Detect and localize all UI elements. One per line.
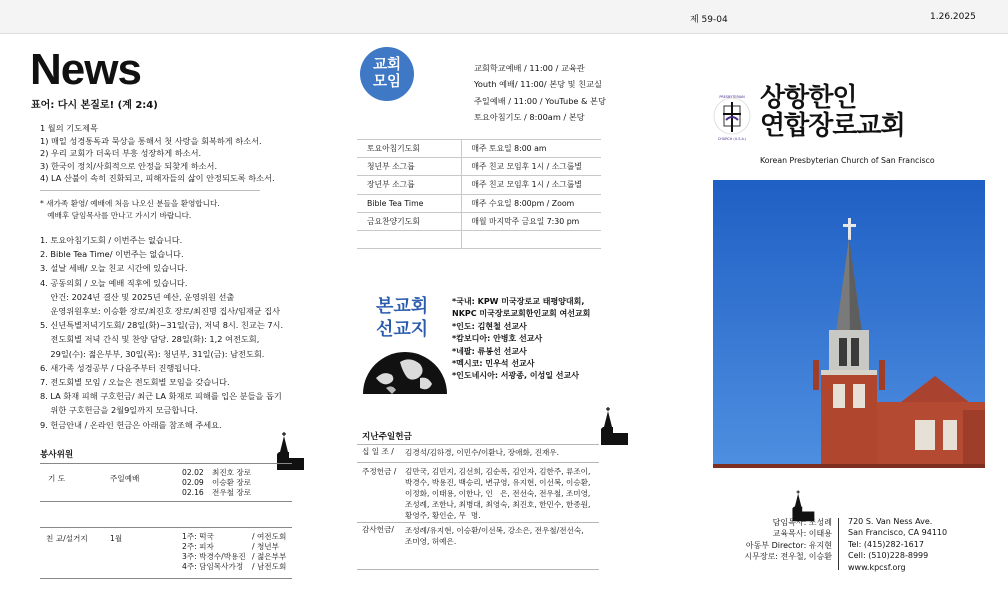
meeting-time	[461, 230, 601, 248]
header-bar	[0, 0, 1008, 34]
notice-item: 안건: 2024년 결산 및 2025년 예산, 운영위원 선출	[40, 291, 235, 302]
name-line: 상항한인	[760, 83, 857, 113]
notice-item: 8. LA 화재 피해 구호헌금/ 최근 LA 화재로 피해를 입은 분들을 돕기	[40, 391, 282, 402]
phone: Tel: (415)282-1617	[848, 539, 924, 549]
meal-weeks	[182, 532, 246, 572]
mission-item: NKPC 미국장로교회한인교회 여선교회	[452, 309, 591, 319]
notice-item: 29일(수): 젊은부부, 30일(목): 청년부, 31일(금): 남전도회.	[40, 348, 265, 359]
prayer-names	[212, 468, 251, 498]
mission-item: *인도: 김현철 선교사	[452, 321, 527, 331]
notice-item: 4. 공동의회 / 오늘 예배 직후에 있습니다.	[40, 277, 188, 288]
name: 이승환 장로	[212, 478, 252, 487]
prayer-service: 주일예배	[110, 474, 140, 483]
prayer-title: 1 월의 기도제목	[40, 123, 98, 133]
staff-item: 시무장로: 전우철, 이승환	[744, 551, 832, 561]
website-link[interactable]: www.kpcsf.org	[848, 562, 906, 572]
divider	[838, 518, 839, 570]
meeting-name: 청년부 소그룹	[357, 158, 461, 176]
church-photo	[713, 180, 985, 468]
worship-schedule	[474, 60, 606, 126]
schedule-item: 교회학교예배 / 11:00 / 교육관	[474, 63, 585, 73]
meeting-name: Bible Tea Time	[357, 194, 461, 212]
prayer-label: 기 도	[48, 474, 66, 483]
staff-item: 아동부 Director: 유지현	[745, 540, 832, 550]
week: 4주: 담임목사가정	[182, 562, 244, 571]
mission-item: *네팔: 류봉선 선교사	[452, 346, 527, 356]
names-line: 김만국, 김민지, 김선희, 김순록, 김인자, 김한주, 류조이,	[405, 467, 591, 476]
divider	[357, 444, 599, 445]
mission-item: *인도네시아: 서광종, 이성일 선교사	[452, 371, 579, 381]
meeting-name: 금요찬양기도회	[357, 212, 461, 230]
week: 3주: 박경수/박용진	[182, 552, 246, 561]
divider	[357, 462, 599, 463]
group: / 여전도회	[252, 532, 287, 541]
divider	[357, 522, 599, 523]
meal-groups	[252, 532, 286, 572]
staff-list	[736, 517, 832, 562]
notice-item: 7. 전도회별 모임 / 오늘은 전도회별 모임을 갖습니다.	[40, 377, 230, 388]
pcusa-seal-icon	[710, 92, 754, 142]
notices-list	[40, 233, 330, 432]
date: 02.02	[182, 468, 204, 477]
badge-line: 모임	[372, 74, 401, 90]
date: 02.16	[182, 488, 204, 497]
group: / 청년부	[252, 542, 279, 551]
name: 전우철 장로	[212, 488, 252, 497]
address-line: San Francisco, CA 94110	[848, 528, 948, 538]
divider	[40, 578, 292, 579]
name-line: 연합장로교회	[760, 111, 905, 141]
notice-item: 운영위원후보: 이승환 장로/최진호 장로/최진명 집사/임재균 집사	[40, 306, 281, 317]
notice-item: 6. 새가족 성경공부 / 다음주부터 진행됩니다.	[40, 362, 201, 373]
sunday-names	[405, 466, 605, 521]
week: 2주: 피자	[182, 542, 214, 551]
table-row	[357, 212, 601, 230]
table-row	[357, 140, 601, 158]
welcome-line: * 새가족 환영/ 예배에 처음 나오신 분들을 환영합니다.	[40, 199, 220, 208]
prayer-item: 3) 한국이 정치/사회적으로 안정을 되찾게 하소서.	[40, 160, 218, 171]
welcome-note	[40, 198, 340, 221]
missions-title	[376, 295, 428, 341]
title-line: 선교지	[376, 319, 429, 340]
mission-item: *캄보디아: 안병호 선교사	[452, 334, 543, 344]
badge-line: 교회	[372, 57, 401, 73]
thanks-label: 감사헌금/	[362, 525, 394, 534]
meeting-time: 매주 수요일 8:00pm / Zoom	[461, 194, 601, 212]
week: 1주: 떡국	[182, 532, 214, 541]
welcome-line: 예배후 담임목사를 만나고 가시기 바랍니다.	[40, 210, 192, 220]
meeting-name: 장년부 소그룹	[357, 176, 461, 194]
prayer-item: 1) 매일 성경통독과 묵상을 통해서 첫 사랑을 회복하게 하소서.	[40, 135, 262, 146]
thanks-names	[405, 525, 605, 547]
contact-info	[848, 516, 947, 573]
notice-item: 2. Bible Tea Time/ 이번주는 없습니다.	[40, 249, 184, 260]
prayer-section	[40, 122, 340, 185]
notice-item: 1. 토요아침기도회 / 이번주는 없습니다.	[40, 235, 183, 245]
missions-list	[452, 296, 590, 383]
group: / 남전도회	[252, 562, 287, 571]
mission-item: *국내: KPW 미국장로교 태평양대회,	[452, 297, 585, 306]
group: / 젊은부부	[252, 552, 287, 561]
table-row	[357, 194, 601, 212]
church-silhouette-icon	[274, 430, 306, 470]
meeting-time: 매주 친교 모임후 1시 / 소그룹별	[461, 176, 601, 194]
names-line: 황영주, 황인순, 무 명.	[405, 511, 481, 520]
title-line: 본교회	[376, 296, 429, 317]
tithe-label: 십 일 조 /	[362, 447, 394, 456]
schedule-item: Youth 예배/ 11:00/ 본당 및 친교실	[474, 79, 602, 90]
prayer-item: 2) 우리 교회가 더욱더 부흥 성장하게 하소서.	[40, 148, 202, 159]
news-title: News	[30, 45, 141, 94]
names-line: 조미영, 허예은.	[405, 537, 457, 546]
notice-item: 전도회별 저녁 간식 및 찬양 담당. 28일(화): 1,2 여전도회,	[40, 334, 260, 345]
mission-item: *멕시코: 민우석 선교사	[452, 359, 535, 369]
names-line: 조성례/유지현, 이승환/이선복, 강소은, 전우철/전선숙,	[405, 526, 584, 535]
notice-item: 위한 구호헌금을 2월9일까지 모금합니다.	[40, 405, 198, 416]
staff-item: 교육목사: 이태용	[772, 529, 832, 539]
meeting-time: 매주 토요일 8:00 am	[461, 140, 601, 158]
tithe-names: 김경석/김하경, 이민수/이환나, 장애화, 진재우.	[405, 448, 560, 457]
divider	[40, 527, 292, 528]
names-line: 조성례, 조한나, 최병대, 최영숙, 최진호, 한민수, 한종원,	[405, 500, 591, 509]
prayer-dates	[182, 468, 204, 498]
schedule-item: 토요아침기도 / 8:00am / 본당	[474, 112, 585, 123]
notice-item: 9. 헌금안내 / 온라인 헌금은 아래를 참조해 주세요.	[40, 419, 222, 430]
meal-label: 친 교/설거지	[46, 534, 88, 543]
issue-date: 1.26.2025	[930, 12, 976, 22]
meeting-name: 토요아침기도회	[357, 140, 461, 158]
meetings-table	[357, 139, 601, 249]
names-line: 이정화, 이태용, 이한나, 인 은, 전선숙, 전우철, 조미영,	[405, 489, 591, 498]
motto: 표어: 다시 본질로! (계 2:4)	[31, 100, 158, 111]
divider	[40, 463, 292, 464]
meeting-name	[357, 230, 461, 248]
notice-item: 3. 설날 세배/ 오늘 친교 시간에 있습니다.	[40, 263, 188, 274]
logo-text: PRESBYTERIAN	[719, 95, 745, 99]
table-row	[357, 176, 601, 194]
meeting-time: 매주 친교 모임후 1시 / 소그룹별	[461, 158, 601, 176]
issue-number: 제 59-04	[690, 15, 728, 25]
names-line: 박경수, 박용진, 백승리, 변규영, 유지현, 이선복, 이승환,	[405, 478, 591, 487]
address-line: 720 S. Van Ness Ave.	[848, 517, 933, 526]
church-english-name: Korean Presbyterian Church of San Francisco	[760, 156, 935, 165]
globe-icon	[362, 348, 448, 394]
divider	[357, 569, 599, 570]
name: 최진호 장로	[212, 468, 252, 477]
meeting-time: 매월 마지막주 금요일 7:30 pm	[461, 212, 601, 230]
staff-item: 담임목사: 조성례	[772, 518, 832, 527]
table-row	[357, 230, 601, 248]
offerings-title: 지난주일헌금	[362, 432, 412, 442]
divider	[40, 501, 292, 502]
divider	[40, 190, 260, 191]
prayer-item: 4) LA 산불이 속히 진화되고, 피해자들의 삶이 안정되도록 하소서.	[40, 173, 275, 184]
volunteers-title: 봉사위원	[40, 450, 74, 460]
sunday-label: 주정헌금 /	[362, 467, 397, 476]
table-row	[357, 158, 601, 176]
meetings-badge	[360, 47, 414, 101]
date: 02.09	[182, 478, 204, 487]
logo-text: CHURCH (U.S.A.)	[717, 137, 747, 141]
church-silhouette-icon	[598, 405, 630, 445]
church-name	[760, 84, 905, 140]
meal-month: 1월	[110, 534, 123, 543]
cell: Cell: (510)228-8999	[848, 551, 929, 561]
schedule-item: 주일예배 / 11:00 / YouTube & 본당	[474, 95, 606, 106]
notice-item: 5. 신년특별저녁기도회/ 28일(화)~31일(금), 저녁 8시. 친교는 7시.	[40, 320, 284, 331]
